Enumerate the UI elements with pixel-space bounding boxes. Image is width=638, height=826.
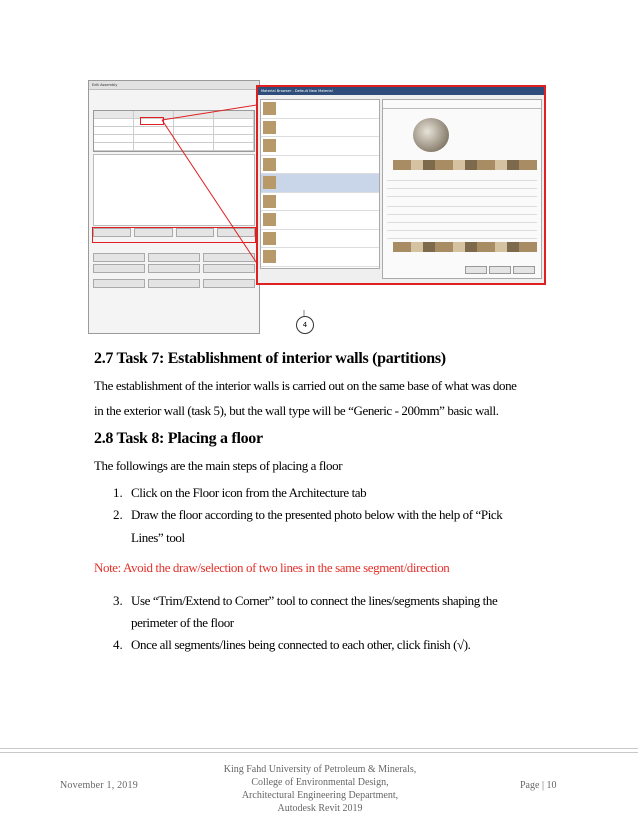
browser-buttons <box>465 266 535 274</box>
grid-callout-marker: 4 <box>296 316 314 334</box>
list-item <box>261 119 379 138</box>
list-item <box>261 193 379 212</box>
step-3-text-line-2: perimeter of the floor <box>131 615 234 630</box>
footer-rule-top <box>0 748 638 749</box>
list-item <box>261 211 379 230</box>
list-item <box>261 174 379 193</box>
footer-institution-line-1: King Fahd University of Petroleum & Minerals, <box>223 764 417 775</box>
step-2-text-line-2: Lines” tool <box>131 530 185 545</box>
step-2-number: 2. <box>113 507 123 522</box>
property-row <box>387 216 537 223</box>
step-1-text: Click on the Floor icon from the Architecture tab <box>131 485 367 500</box>
material-swatch-icon <box>263 102 276 115</box>
edit-assembly-titlebar: Edit Assembly <box>89 81 259 90</box>
step-2-text-line-1: Draw the floor according to the presented photo below with the help of “Pick <box>131 507 503 522</box>
footer-institution-line-2: College of Environmental Design, <box>251 777 389 788</box>
step-3-number: 3. <box>113 593 123 608</box>
material-list <box>260 99 380 269</box>
material-browser-dialog <box>256 85 546 285</box>
property-row <box>387 224 537 231</box>
section-7-heading: 2.7 Task 7: Establishment of interior walls (partitions) <box>94 350 446 367</box>
material-swatch-icon <box>263 232 276 245</box>
material-preview-icon <box>413 118 449 152</box>
apply-button <box>513 266 535 274</box>
footer-institution <box>190 763 450 815</box>
section-8-heading: 2.8 Task 8: Placing a floor <box>94 430 263 447</box>
footer-page-number: Page | 10 <box>520 780 557 791</box>
property-row <box>387 232 537 239</box>
material-properties-panel <box>382 99 542 279</box>
property-row <box>387 208 537 215</box>
footer-rule-bottom <box>0 752 638 753</box>
ok-button <box>465 266 487 274</box>
material-swatch-icon <box>263 121 276 134</box>
bump-texture-strip <box>393 242 537 252</box>
material-swatch-icon <box>263 176 276 189</box>
footer-institution-line-4: Autodesk Revit 2019 <box>277 803 363 814</box>
material-swatch-icon <box>263 250 276 263</box>
material-swatch-icon <box>263 158 276 171</box>
property-row <box>387 182 537 189</box>
footer-institution-line-3: Architectural Engineering Department, <box>241 790 399 801</box>
list-item <box>261 230 379 249</box>
revit-screenshot-figure <box>88 70 546 332</box>
section-7-paragraph-line-2: in the exterior wall (task 5), but the wall type will be “Generic - 200mm” basic wall. <box>94 403 499 418</box>
step-4-number: 4. <box>113 637 123 652</box>
step-3-text-line-1: Use “Trim/Extend to Corner” tool to connect the lines/segments shaping the <box>131 593 498 608</box>
material-swatch-icon <box>263 139 276 152</box>
property-row <box>387 190 537 197</box>
footer-date: November 1, 2019 <box>60 780 138 791</box>
material-swatch-icon <box>263 195 276 208</box>
section-7-paragraph-line-1: The establishment of the interior walls is carried out on the same base of what was done <box>94 378 517 393</box>
note-text: Note: Avoid the draw/selection of two lines in the same segment/direction <box>94 560 450 575</box>
material-swatch-icon <box>263 213 276 226</box>
step-4-text: Once all segments/lines being connected to each other, click finish (√). <box>131 637 471 652</box>
cancel-button <box>489 266 511 274</box>
properties-tabs <box>383 100 541 109</box>
property-row <box>387 174 537 181</box>
material-browser-titlebar: Material Browser - Default New Material <box>258 87 544 95</box>
texture-strip <box>393 160 537 170</box>
step-1-number: 1. <box>113 485 123 500</box>
list-item <box>261 248 379 267</box>
list-item <box>261 137 379 156</box>
connector-line <box>162 120 268 280</box>
property-row <box>387 200 537 207</box>
section-8-intro: The followings are the main steps of placing a floor <box>94 458 343 473</box>
list-item <box>261 156 379 175</box>
list-item <box>261 100 379 119</box>
